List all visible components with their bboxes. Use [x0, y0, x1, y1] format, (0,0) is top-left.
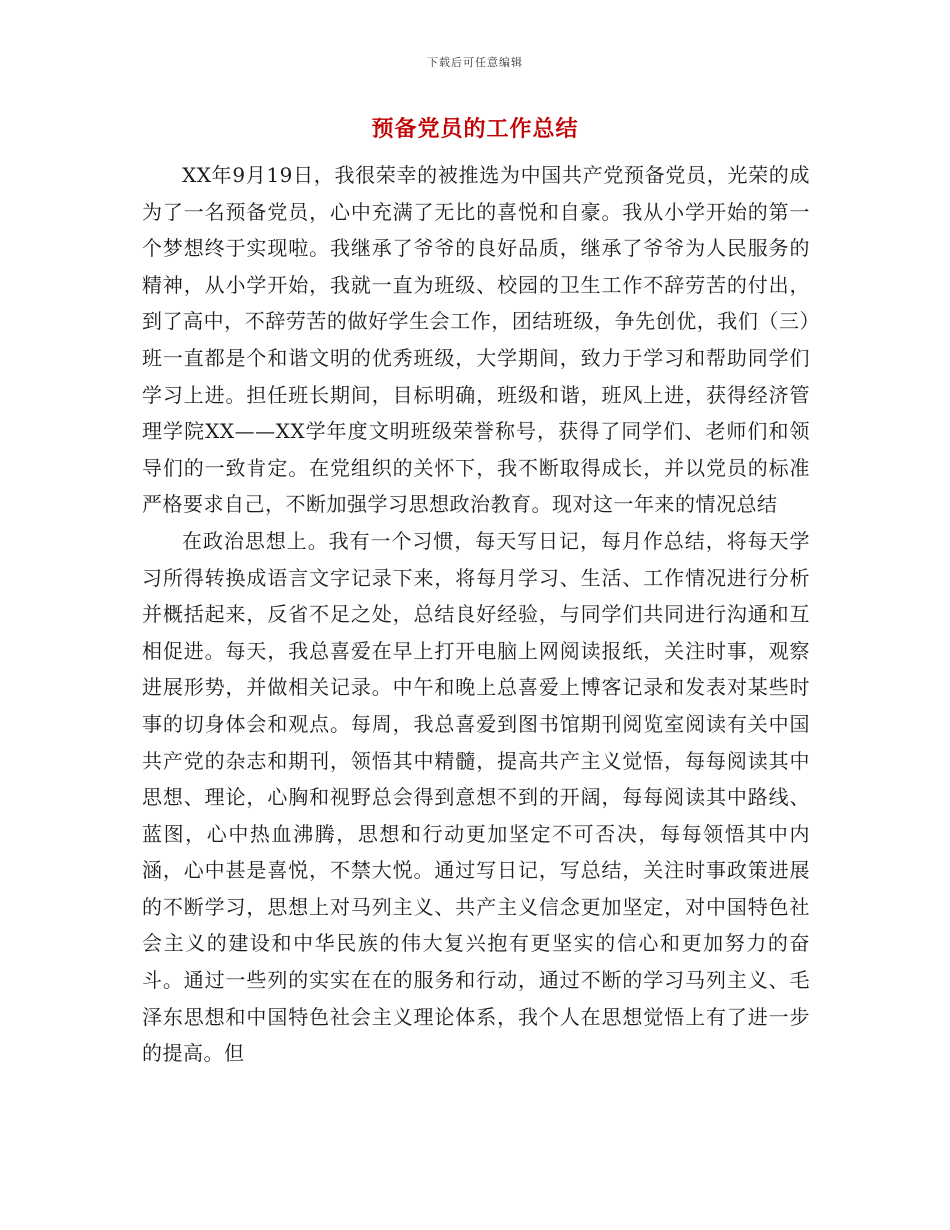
- paragraph-2: 在政治思想上。我有一个习惯，每天写日记，每月作总结，将每天学习所得转换成语言文字记录下来，将每月学习、生活、工作情况进行分析并概括起来，反省不足之处，总结良好经验，与同学们共同进行沟通和互相促进。每天，我总喜爱在早上打开电脑上网阅读报纸，关注时事，观察进展形势，并做相关记录。中午和晚上总喜爱上博客记录和发表对某些时事的切身体会和观点。每周，我总喜爱到图书馆期刊阅览室阅读有关中国共产党的杂志和期刊，领悟其中精髓，提高共产主义觉悟，每每阅读其中思想、理论，心胸和视野总会得到意想不到的开阔，每每阅读其中路线、蓝图，心中热血沸腾，思想和行动更加坚定不可否决，每每领悟其中内涵，心中甚是喜悦，不禁大悦。通过写日记，写总结，关注时事政策进展的不断学习，思想上对马列主义、共产主义信念更加坚定，对中国特色社会主义的建设和中华民族的伟大复兴抱有更坚实的信心和更加努力的奋斗。通过一些列的实实在在的服务和行动，通过不断的学习马列主义、毛泽东思想和中国特色社会主义理论体系，我个人在思想觉悟上有了进一步的提高。但: [142, 528, 810, 1066]
- header-note: 下载后可任意编辑: [427, 56, 523, 69]
- document-body: [142, 157, 810, 1072]
- document-title: 预备党员的工作总结: [371, 117, 579, 142]
- paragraph-1: XX年9月19日，我很荣幸的被推选为中国共产党预备党员，光荣的成为了一名预备党员，心中充满了无比的喜悦和自豪。我从小学开始的第一个梦想终于实现啦。我继承了爷爷的良好品质，继承了爷爷为人民服务的精神，从小学开始，我就一直为班级、校园的卫生工作不辞劳苦的付出，到了高中，不辞劳苦的做好学生会工作，团结班级，争先创优，我们（三）班一直都是个和谐文明的优秀班级，大学期间，致力于学习和帮助同学们学习上进。担任班长期间，目标明确，班级和谐，班风上进，获得经济管理学院XX——XX学年度文明班级荣誉称号，获得了同学们、老师们和领导们的一致肯定。在党组织的关怀下，我不断取得成长，并以党员的标准严格要求自己，不断加强学习思想政治教育。现对这一年来的情况总结: [142, 163, 810, 517]
